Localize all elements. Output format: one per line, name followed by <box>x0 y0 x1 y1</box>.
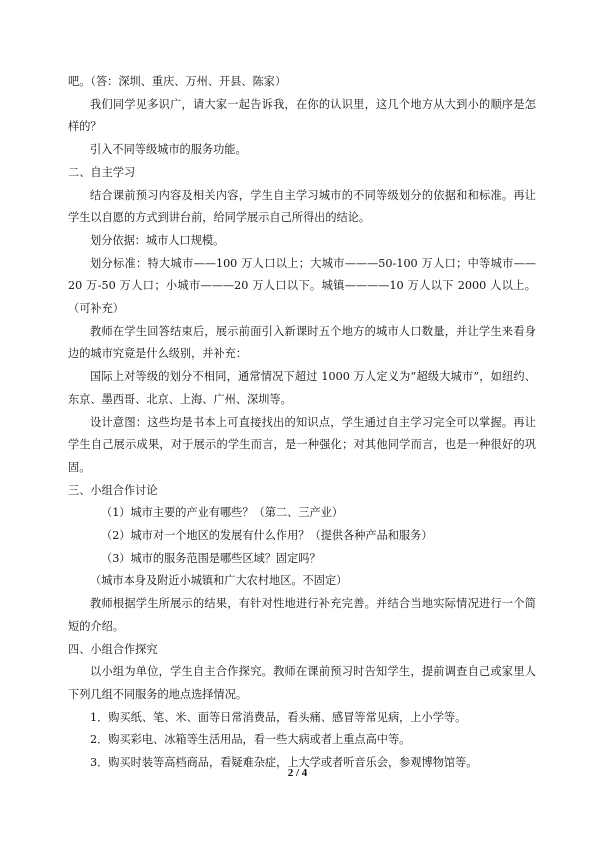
section-heading-group-exploration: 四、小组合作探究 <box>68 642 158 656</box>
paragraph-introduce-functions: 引入不同等级城市的服务功能。 <box>90 143 247 157</box>
paragraph-teacher-feedback: 教师根据学生所展示的结果，有针对性地进行补充完善。并结合当地实际情况进行一个简短的介绍。 <box>68 597 536 633</box>
paragraph-exploration-method: 以小组为单位，学生自主合作探究。教师在课前预习时告知学生，提前调查自己或家里人下列几组不同服务的地点选择情况。 <box>68 665 536 701</box>
list-item-1: 1．购买纸、笔、米、面等日常消费品，看头痛、感冒等常见病，上小学等。 <box>90 710 467 724</box>
discussion-answer-3: （城市本身及附近小城镇和广大农村地区。不固定） <box>90 574 348 588</box>
paragraph-classification-basis: 划分依据：城市人口规模。 <box>90 233 225 247</box>
discussion-question-1: （1）城市主要的产业有哪些？（第二、三产业） <box>101 506 344 520</box>
page-number: 2 / 4 <box>287 767 308 779</box>
section-heading-group-discussion: 三、小组合作讨论 <box>68 483 158 497</box>
discussion-question-3: （3）城市的服务范围是哪些区域？固定吗？ <box>101 551 321 565</box>
list-item-2: 2．购买彩电、冰箱等生活用品，看一些大病或者上重点高中等。 <box>90 733 411 747</box>
document-body <box>68 71 536 775</box>
paragraph-international-standard: 国际上对等级的划分不相同，通常情况下超过 1000 万人定义为“超级大城市”，如纽约、东京、墨西哥、北京、上海、广州、深圳等。 <box>68 370 536 406</box>
paragraph-classification-standard: 划分标准：特大城市——100 万人口以上；大城市———50-100 万人口；中等城市——20 万-50 万人口；小城市———20 万人口以下。城镇————10 万人以下 2000 人以上。（可补充） <box>68 256 536 316</box>
paragraph-design-intent: 设计意图：这些均是书本上可直接找出的知识点，学生通过自主学习完全可以掌握。再让学生自己展示成果，对于展示的学生而言，是一种强化；对其他同学而言，也是一种很好的巩固。 <box>68 415 536 474</box>
list-item-3: 3．购买时装等高档商品，看疑难杂症，上大学或者听音乐会，参观博物馆等。 <box>90 756 478 770</box>
paragraph-self-study-method: 结合课前预习内容及相关内容，学生自主学习城市的不同等级划分的依据和和标准。再让学生以自愿的方式到讲台前，给同学展示自己所得出的结论。 <box>68 188 536 225</box>
paragraph-answer-continuation: 吧。（答：深圳、重庆、万州、开县、陈家） <box>68 75 287 88</box>
section-heading-self-study: 二、自主学习 <box>68 165 136 179</box>
paragraph-teacher-supplement: 教师在学生回答结束后，展示前面引入新课时五个地方的城市人口数量，并让学生来看身边的城市究竟是什么级别，并补充： <box>68 324 536 361</box>
discussion-question-2: （2）城市对一个地区的发展有什么作用？（提供各种产品和服务） <box>101 529 433 543</box>
paragraph-question: 我们同学见多识广，请大家一起告诉我，在你的认识里，这几个地方从大到小的顺序是怎样的？ <box>68 97 536 134</box>
